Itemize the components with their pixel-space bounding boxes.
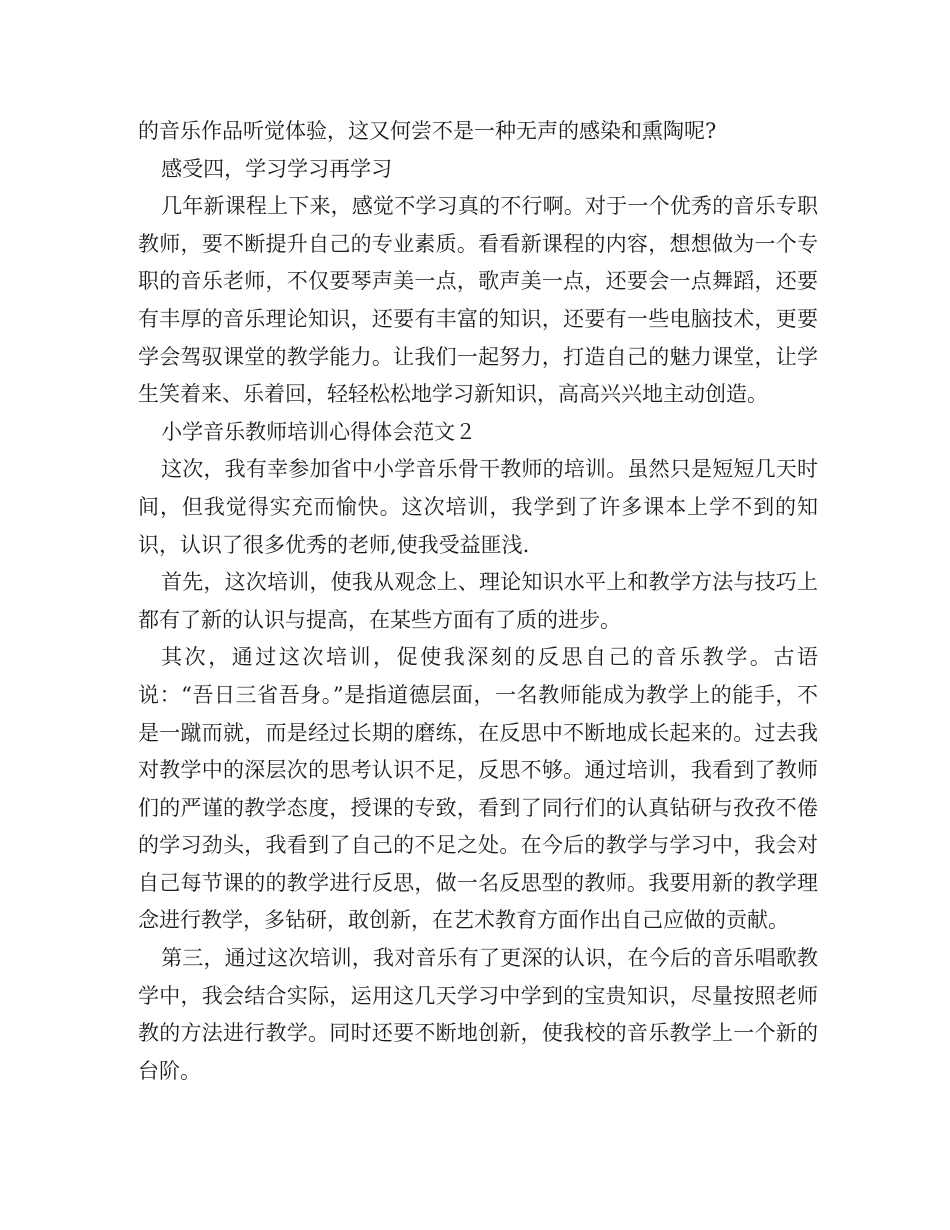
paragraph-first: 首先，这次培训，使我从观念上、理论知识水平上和教学方法与技巧上都有了新的认识与提高，在某些方面有了质的进步。 bbox=[138, 570, 818, 632]
paragraph-learning: 几年新课程上下来，感觉不学习真的不行啊。对于一个优秀的音乐专职教师，要不断提升自己的专业素质。看看新课程的内容，想想做为一个专职的音乐老师，不仅要琴声美一点，歌声美一点，还要会一点舞蹈，还要有丰厚的音乐理论知识，还要有丰富的知识，还要有一些电脑技术，更要学会驾驭课堂的教学能力。让我们一起努力，打造自己的魅力课堂，让学生笑着来、乐着回，轻轻松松地学习新知识，高高兴兴地主动创造。 bbox=[138, 194, 818, 407]
paragraph-third: 第三，通过这次培训，我对音乐有了更深的认识，在今后的音乐唱歌教学中，我会结合实际，运用这几天学习中学到的宝贵知识，尽量按照老师教的方法进行教学。同时还要不断地创新，使我校的音乐教学上一个新的台阶。 bbox=[138, 946, 818, 1083]
paragraph-continuation: 的音乐作品听觉体验，这又何尝不是一种无声的感染和熏陶呢? bbox=[138, 119, 717, 143]
section-heading-feeling-four: 感受四，学习学习再学习 bbox=[161, 156, 393, 181]
document-body bbox=[138, 113, 818, 1090]
section-heading-sample-two: 小学音乐教师培训心得体会范文２ bbox=[161, 419, 477, 444]
paragraph-second: 其次，通过这次培训，促使我深刻的反思自己的音乐教学。古语说：“吾日三省吾身。”是指道德层面，一名教师能成为教学上的能手，不是一蹴而就，而是经过长期的磨练，在反思中不断地成长起来的。过去我对教学中的深层次的思考认识不足，反思不够。通过培训，我看到了教师们的严谨的教学态度，授课的专致，看到了同行们的认真钻研与孜孜不倦的学习劲头，我看到了自己的不足之处。在今后的教学与学习中，我会对自己每节课的的教学进行反思，做一名反思型的教师。我要用新的教学理念进行教学，多钻研，敢创新，在艺术教育方面作出自己应做的贡献。 bbox=[138, 645, 818, 933]
paragraph-training-intro: 这次，我有幸参加省中小学音乐骨干教师的培训。虽然只是短短几天时间，但我觉得实充而愉快。这次培训，我学到了许多课本上学不到的知识，认识了很多优秀的老师,使我受益匪浅. bbox=[138, 457, 818, 557]
